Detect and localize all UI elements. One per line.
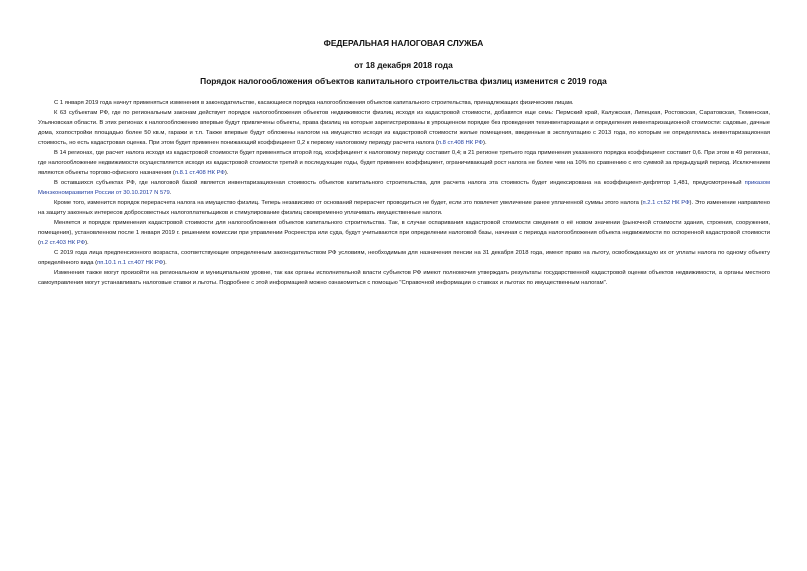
document-body [38, 98, 770, 288]
law-reference-link[interactable]: п.8 ст.408 НК РФ [437, 140, 483, 146]
paragraph-text: Меняется и порядок применения кадастровой стоимости для налогообложения объектов капитального строительства. Так, в случае оспаривания кадастровой стоимости сведения о её новом значении (рыночной стоимости здания, строения, сооружения, помещения), установленном после 1 января 2019 г. решением комиссии при управлении Росреестра или суда, будут учитываются при определении налоговой базы, начиная с периода налогообложения объекта недвижимости по оспоренной кадастровой стоимости ( [38, 220, 770, 246]
paragraph-text: С 2019 года лица предпенсионного возраста, соответствующие определенным законодательством РФ условиям, необходимым для назначения пенсии на 31 декабря 2018 года, имеют право на льготу, освобождающую их от уплаты налога по одному объекту определённого вида ( [38, 250, 770, 266]
paragraph-text-end: . [169, 190, 172, 196]
paragraph-text-end: ). [85, 240, 89, 246]
paragraph-4 [38, 178, 770, 198]
paragraph-text-end: ). [163, 260, 167, 266]
document-title: Порядок налогообложения объектов капитального строительства физлиц изменится с 2019 года [200, 76, 607, 86]
order-reference-link[interactable]: приказом Минэкономразвития России от 30.10.2017 N 579 [38, 180, 770, 196]
law-reference-link[interactable]: пп.10.1 п.1 ст.407 НК РФ [97, 260, 164, 266]
paragraph-2 [38, 108, 770, 148]
paragraph-text: Изменения также могут произойти на региональном и муниципальном уровне, так как органы исполнительной власти субъектов РФ имеют полномочия утверждать результаты государственной кадастровой оценки объектов недвижимости, а органы местного самоуправления могут устанавливать налоговые ставки и льготы. Подробнее с этой информацией можно ознакомиться с помощью "Справочной информации о ставках и льготах по имущественным налогам". [38, 270, 770, 286]
paragraph-text-end: ). Это изменение направлено на защиту законных интересов добросовестных налогоплательщиков и стимулирование физлиц своевременно уплачивать имущественные налоги. [38, 200, 770, 216]
paragraph-6 [38, 218, 770, 248]
law-reference-link[interactable]: п.8.1 ст.408 НК РФ [174, 170, 225, 176]
agency-heading: ФЕДЕРАЛЬНАЯ НАЛОГОВАЯ СЛУЖБА [323, 38, 484, 48]
paragraph-text: В оставшихся субъектах РФ, где налоговой базой является инвентаризационная стоимость объектов капитального строительства, для расчета налога эта стоимость будет индексирована на коэффициент-дефлятор 1,481, предусмотренный [54, 180, 745, 186]
paragraph-1 [38, 98, 770, 108]
paragraph-text: В 14 регионах, где расчет налога исходя из кадастровой стоимости будет применяться второй год, коэффициент к налоговому периоду составит 0,4; в 21 регионе третьего года применения указанного порядка коэффициент составит 0,6. При этом в 49 регионах, где налогообложение недвижимости осуществляется исходя из кадастровой стоимости третий и последующие годы, будет применен коэффициент, ограничивающий рост налога не более чем на 10% по сравнению с его суммой за предыдущий период. Исключением являются объекты торгово-офисного назначения ( [38, 150, 770, 176]
paragraph-text: Кроме того, изменится порядок перерасчета налога на имущество физлиц. Теперь независимо от оснований перерасчет проводиться не будет, если это повлечет увеличение ранее уплаченной суммы этого налога ( [54, 200, 643, 206]
paragraph-text: К 63 субъектам РФ, где по региональным законам действует порядок налогообложения объектов недвижимости физлиц исходя из кадастровой стоимости, добавятся еще семь: Пермский край, Калужская, Липецкая, Ростовская, Саратовская, Тюменская, Ульяновская области. В этих регионах к налогообложению впервые будут привлечены объекты, права физлиц на которые зарегистрированы в упрощенном порядке без проведения техинвентаризации и определения инвентаризационной стоимости: садовые, дачные дома, хозпостройки площадью более 50 кв.м, гаражи и т.п. Также впервые будут обложены налогом на имущество исходя из кадастровой стоимости жилые помещения, введенные в эксплуатацию с 2013 года, по которым не определялась инвентаризационная стоимость, но есть кадастровая оценка. При этом будет применен понижающий коэффициент 0,2 к первому налоговому периоду расчета налога ( [38, 110, 770, 146]
paragraph-3 [38, 148, 770, 178]
document-date: от 18 декабря 2018 года [354, 60, 453, 70]
paragraph-text-end: ). [224, 170, 229, 176]
paragraph-7 [38, 248, 770, 268]
paragraph-text-end: ). [483, 140, 487, 146]
paragraph-text: С 1 января 2019 года начнут применяться изменения в законодательстве, касающиеся порядка налогообложения объектов капитального строительства, принадлежащих физическим лицам. [54, 100, 574, 106]
paragraph-8 [38, 268, 770, 288]
law-reference-link[interactable]: п.2.1 ст.52 НК РФ [642, 200, 690, 206]
law-reference-link[interactable]: п.2 ст.403 НК РФ [39, 240, 86, 246]
paragraph-5 [38, 198, 770, 218]
